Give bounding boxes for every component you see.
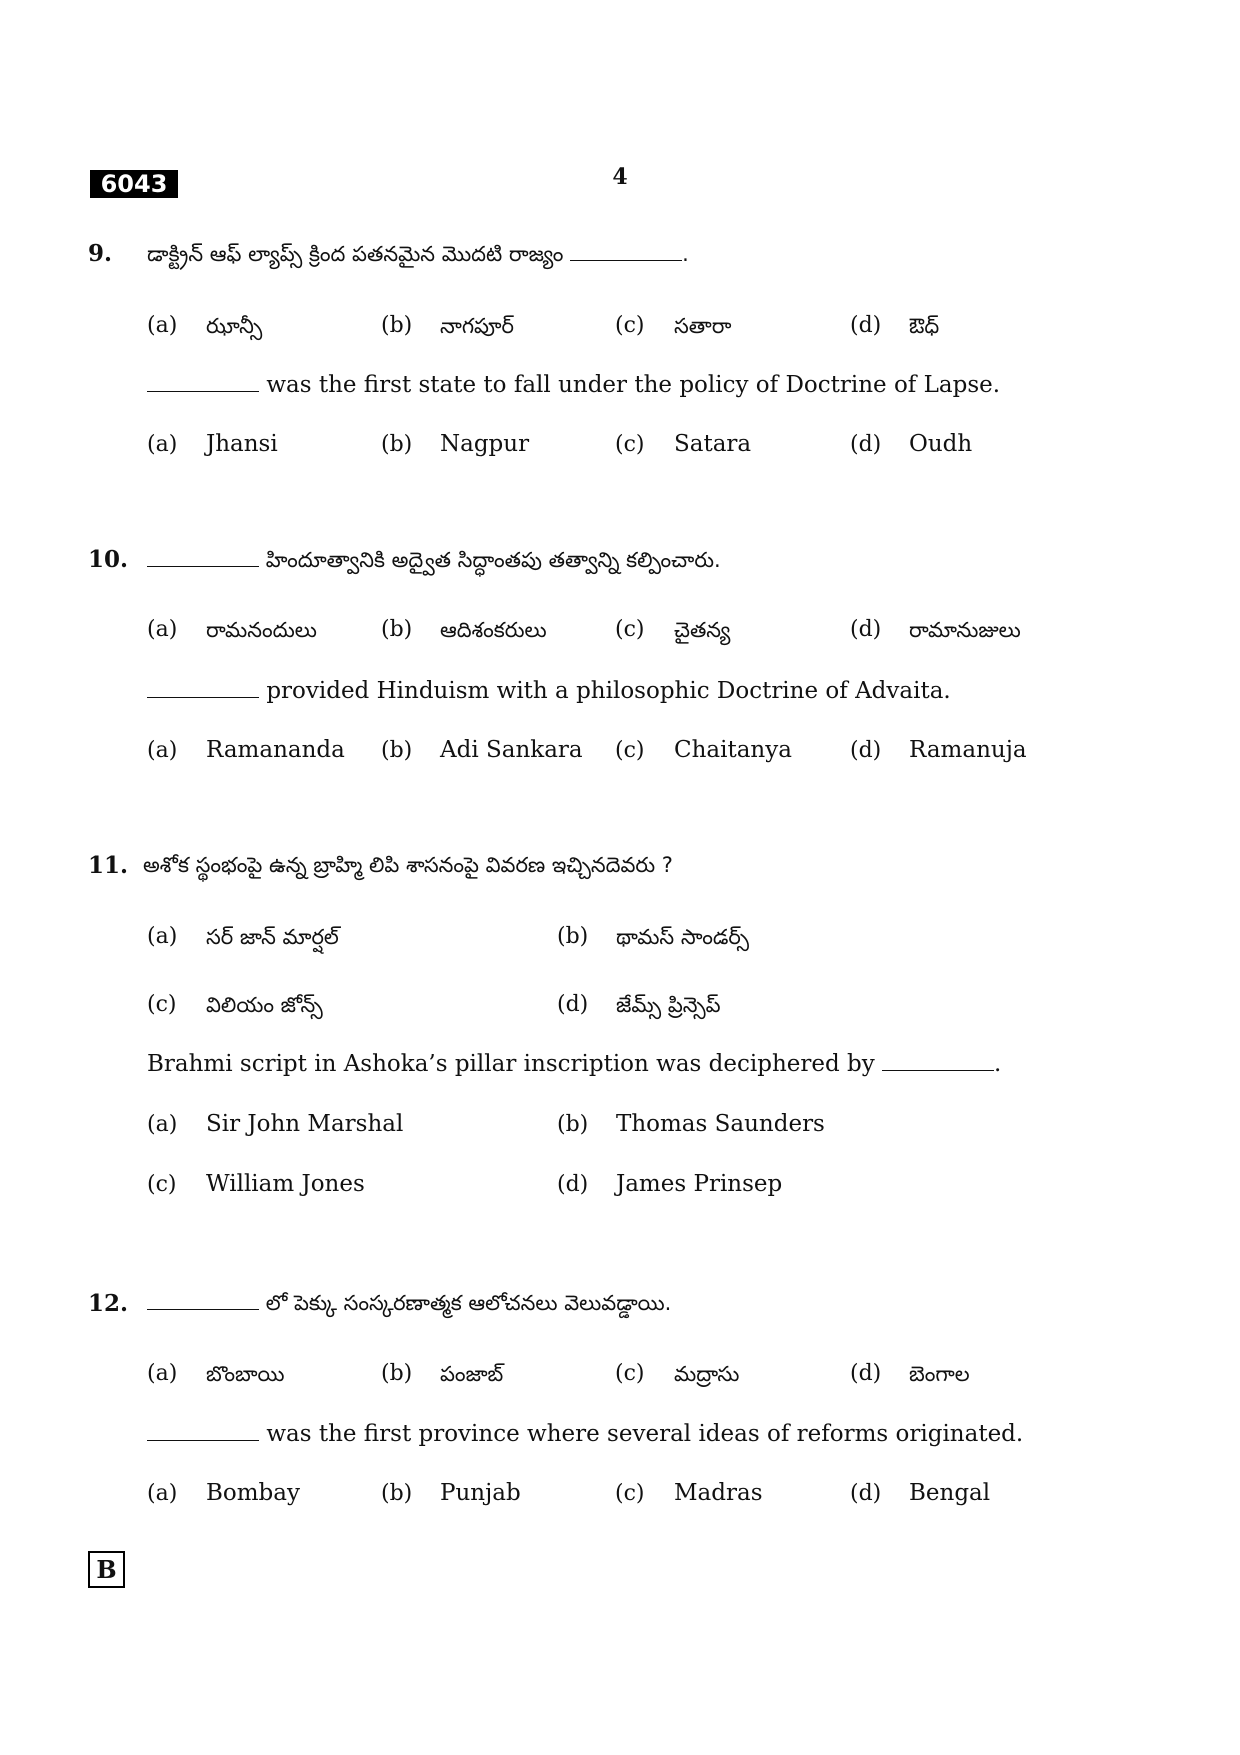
option-a: Ramananda: [206, 737, 345, 763]
booklet-series-box: B: [88, 1551, 125, 1588]
option-tag: (c): [147, 992, 177, 1017]
option-b: Punjab: [440, 1480, 521, 1506]
option-a: రామనందులు: [206, 618, 317, 642]
question-text-telugu: [147, 1291, 671, 1321]
option-tag: (d): [557, 992, 589, 1017]
option-b: పంజాబ్: [440, 1362, 504, 1386]
option-tag: (b): [381, 1481, 413, 1506]
option-tag: (c): [615, 1361, 645, 1386]
option-tag: (d): [557, 1172, 589, 1197]
option-tag: (d): [850, 1481, 882, 1506]
option-tag: (a): [147, 313, 178, 338]
question-end: .: [682, 242, 689, 266]
option-tag: (a): [147, 1481, 178, 1506]
option-tag: (b): [381, 313, 413, 338]
option-c: Madras: [674, 1480, 763, 1506]
question-text: Brahmi script in Ashoka’s pillar inscription was deciphered by: [147, 1051, 875, 1077]
question-end: .: [994, 1051, 1002, 1077]
question-text-telugu: [147, 242, 689, 272]
question-text-telugu: [143, 853, 673, 883]
option-tag: (b): [557, 924, 589, 949]
option-tag: (a): [147, 1112, 178, 1137]
answer-blank: [570, 242, 682, 261]
option-a: Bombay: [206, 1480, 300, 1506]
option-tag: (b): [557, 1112, 589, 1137]
option-d: రామానుజులు: [909, 618, 1021, 642]
option-tag: (c): [615, 617, 645, 642]
option-d: జేమ్స్ ప్రిన్సెప్: [616, 993, 721, 1017]
answer-blank: [147, 679, 259, 698]
question-text-english: [147, 1421, 1023, 1447]
option-tag: (a): [147, 432, 178, 457]
option-d: ఔధ్: [909, 314, 940, 338]
option-a: ఝాన్సీ: [206, 314, 263, 338]
paper-code-badge: 6043: [90, 170, 178, 198]
option-c: Satara: [674, 431, 752, 457]
question-number: 12.: [88, 1290, 129, 1317]
option-tag: (d): [850, 432, 882, 457]
option-tag: (c): [615, 1481, 645, 1506]
answer-blank: [147, 548, 259, 567]
option-tag: (b): [381, 738, 413, 763]
option-d: James Prinsep: [616, 1171, 783, 1197]
option-tag: (a): [147, 924, 178, 949]
answer-blank: [147, 1291, 259, 1310]
option-tag: (a): [147, 617, 178, 642]
option-b: Nagpur: [440, 431, 530, 457]
answer-blank: [147, 373, 259, 392]
option-b: Adi Sankara: [440, 737, 583, 763]
option-d: Ramanuja: [909, 737, 1027, 763]
option-tag: (a): [147, 1361, 178, 1386]
question-text: was the first province where several ideas of reforms originated.: [266, 1421, 1024, 1447]
option-b: థామస్ సాండర్స్: [616, 925, 749, 949]
option-tag: (d): [850, 1361, 882, 1386]
option-d: Bengal: [909, 1480, 991, 1506]
option-a: Jhansi: [206, 431, 278, 457]
question-text: లో పెక్కు సంస్కరణాత్మక ఆలోచనలు వెలువడ్డాయి.: [265, 1291, 672, 1315]
question-text-telugu: [147, 548, 721, 578]
question-text-english: [147, 1051, 1001, 1077]
option-tag: (d): [850, 313, 882, 338]
option-b: ఆదిశంకరులు: [440, 618, 547, 642]
option-b: Thomas Saunders: [616, 1111, 825, 1137]
option-tag: (a): [147, 738, 178, 763]
question-text: డాక్ట్రిన్ ఆఫ్ ల్యాప్స్ క్రింద పతనమైన మొదటి రాజ్యం: [147, 242, 564, 266]
question-text-english: [147, 678, 951, 704]
question-number: 9.: [88, 240, 113, 267]
option-c: చైతన్య: [674, 618, 731, 642]
option-tag: (c): [615, 738, 645, 763]
option-tag: (b): [381, 432, 413, 457]
option-c: Chaitanya: [674, 737, 792, 763]
page-number: 4: [612, 164, 628, 190]
question-text: హిందూత్వానికి అద్వైత సిద్ధాంతపు తత్వాన్ని కల్పించారు.: [265, 548, 721, 572]
answer-blank: [147, 1422, 259, 1441]
option-c: మద్రాసు: [674, 1362, 740, 1386]
option-tag: (c): [147, 1172, 177, 1197]
question-text: అశోక స్థంభంపై ఉన్న బ్రాహ్మి లిపి శాసనంపై వివరణ ఇచ్చినదెవరు ?: [143, 853, 673, 877]
question-number: 10.: [88, 546, 129, 573]
option-tag: (b): [381, 617, 413, 642]
option-tag: (c): [615, 313, 645, 338]
question-text-english: [147, 372, 1000, 398]
answer-blank: [882, 1052, 994, 1071]
option-d: బెంగాల: [909, 1362, 970, 1386]
option-a: బొంబాయి: [206, 1362, 285, 1386]
option-c: సతారా: [674, 314, 732, 338]
option-tag: (d): [850, 617, 882, 642]
question-text: was the first state to fall under the policy of Doctrine of Lapse.: [266, 372, 1001, 398]
option-d: Oudh: [909, 431, 973, 457]
option-c: William Jones: [206, 1171, 365, 1197]
option-a: సర్ జాన్ మార్షల్: [206, 925, 339, 949]
option-c: విలియం జోన్స్: [206, 993, 323, 1017]
option-tag: (d): [850, 738, 882, 763]
option-a: Sir John Marshal: [206, 1111, 404, 1137]
option-tag: (c): [615, 432, 645, 457]
question-text: provided Hinduism with a philosophic Doctrine of Advaita.: [266, 678, 951, 704]
option-tag: (b): [381, 1361, 413, 1386]
question-number: 11.: [88, 852, 129, 879]
option-b: నాగపూర్: [440, 314, 515, 338]
